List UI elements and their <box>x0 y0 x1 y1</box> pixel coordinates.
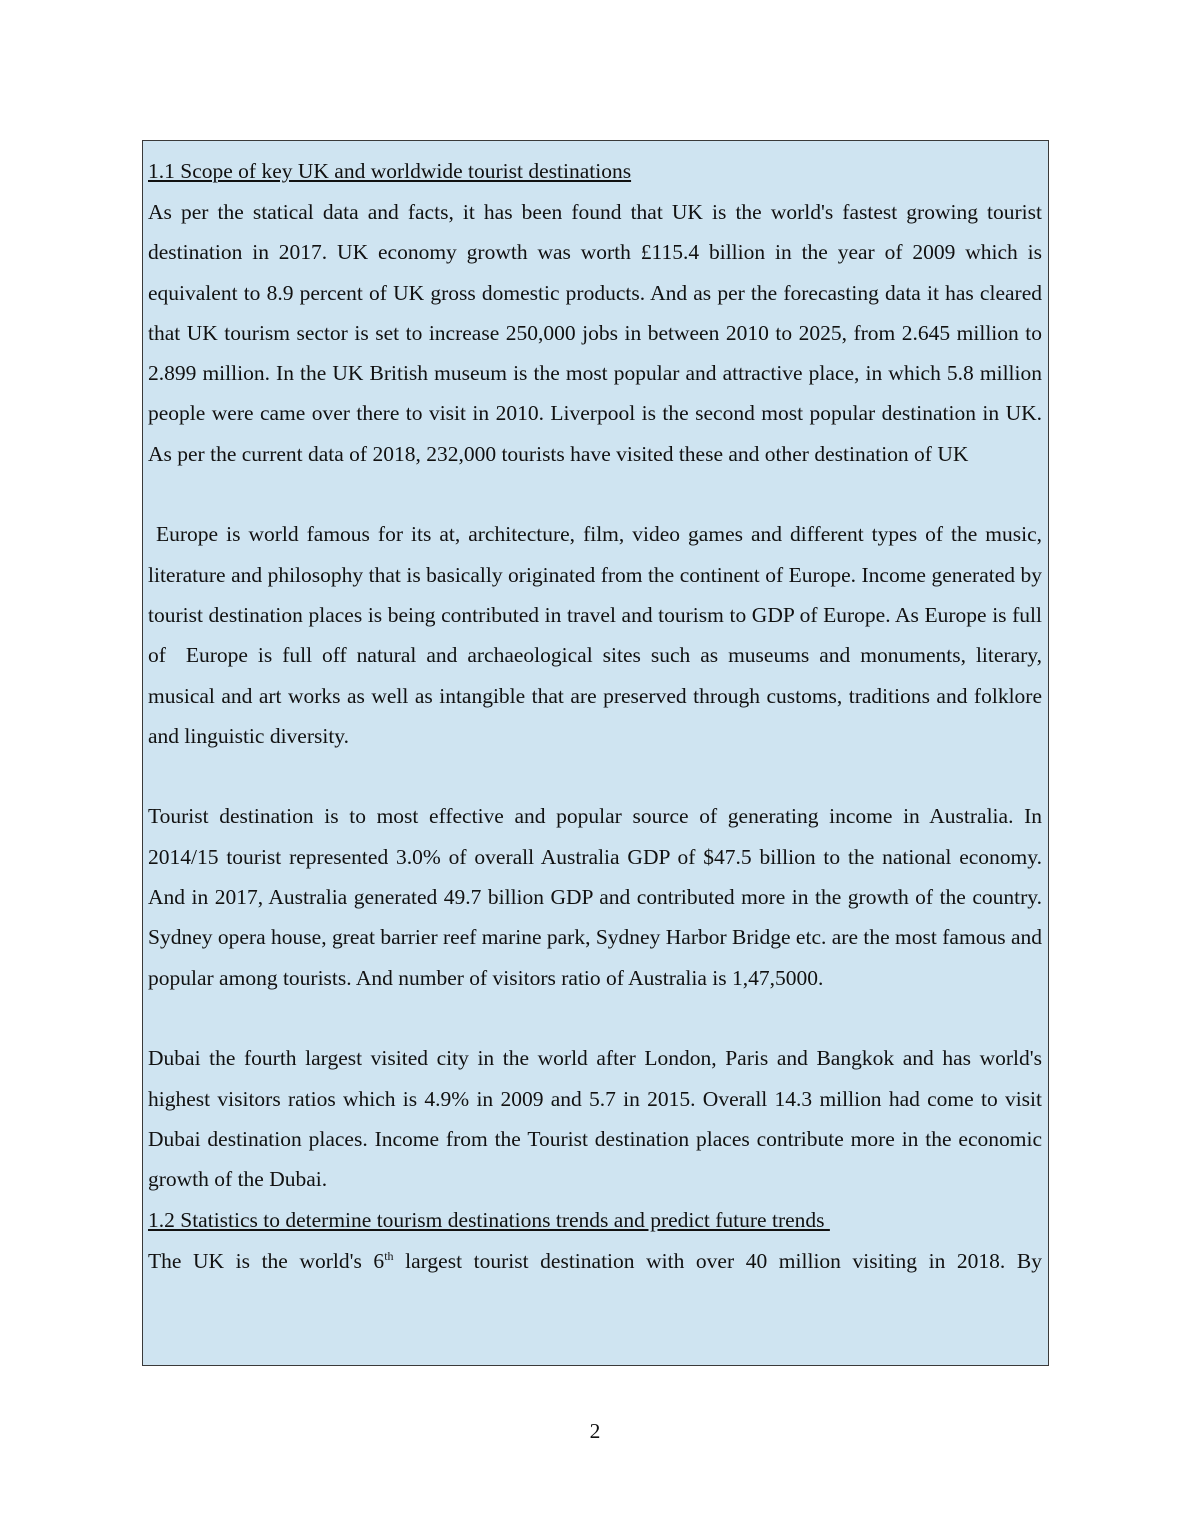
content-box <box>142 140 1049 1366</box>
intro-text-start: The UK is the world's 6 <box>148 1249 385 1274</box>
paragraph-spacer <box>148 998 1042 1038</box>
paragraph-australia: Tourist destination is to most effective and popular source of generating income in Australia. In 2014/15 tourist represented 3.0% of overall Australia GDP of $47.5 billion to the national economy. And in 2017, Australia generated 49.7 billion GDP and contributed more in the growth of the country. Sydney opera house, great barrier reef marine park, Sydney Harbor Bridge etc. are the most famous and popular among tourists. And number of visitors ratio of Australia is 1,47,5000. <box>148 804 1042 990</box>
ordinal-suffix: th <box>384 1249 394 1264</box>
paragraph-dubai: Dubai the fourth largest visited city in the world after London, Paris and Bangkok and has world's highest visitors ratios which is 4.9% in 2009 and 5.7 in 2015. Overall 14.3 million had come to visit Dubai destination places. Income from the Tourist destination places contribute more in the economic growth of the Dubai. <box>148 1046 1042 1192</box>
paragraph-europe: Europe is world famous for its at, architecture, film, video games and different types of the music, literature and philosophy that is basically originated from the continent of Europe. Income generated by tourist destination places is being contributed in travel and tourism to GDP of Europe. As Europe is full of Europe is full off natural and archaeological sites such as museums and monuments, literary, musical and art works as well as intangible that are preserved through customs, traditions and folklore and linguistic diversity. <box>148 522 1048 748</box>
paragraph-uk: As per the statical data and facts, it has been found that UK is the world's fastest growing tourist destination in 2017. UK economy growth was worth £115.4 billion in the year of 2009 which is equivalent to 8.9 percent of UK gross domestic products. And as per the forecasting data it has cleared that UK tourism sector is set to increase 250,000 jobs in between 2010 to 2025, from 2.645 million to 2.899 million. In the UK British museum is the most popular and attractive place, in which 5.8 million people were came over there to visit in 2010. Liverpool is the second most popular destination in UK. As per the current data of 2018, 232,000 tourists have visited these and other destination of UK <box>148 200 1042 466</box>
paragraph-uk-statistics <box>148 1241 1042 1281</box>
section-heading-statistics: 1.2 Statistics to determine tourism destinations trends and predict future trends <box>148 1208 830 1233</box>
section-heading-scope: 1.1 Scope of key UK and worldwide tourist destinations <box>148 159 632 183</box>
page-number: 2 <box>589 1419 601 1443</box>
paragraph-spacer <box>148 474 1042 514</box>
paragraph-spacer <box>148 756 1042 796</box>
intro-text-end: largest tourist destination with over 40 million visiting in 2018. By <box>393 1249 1042 1274</box>
